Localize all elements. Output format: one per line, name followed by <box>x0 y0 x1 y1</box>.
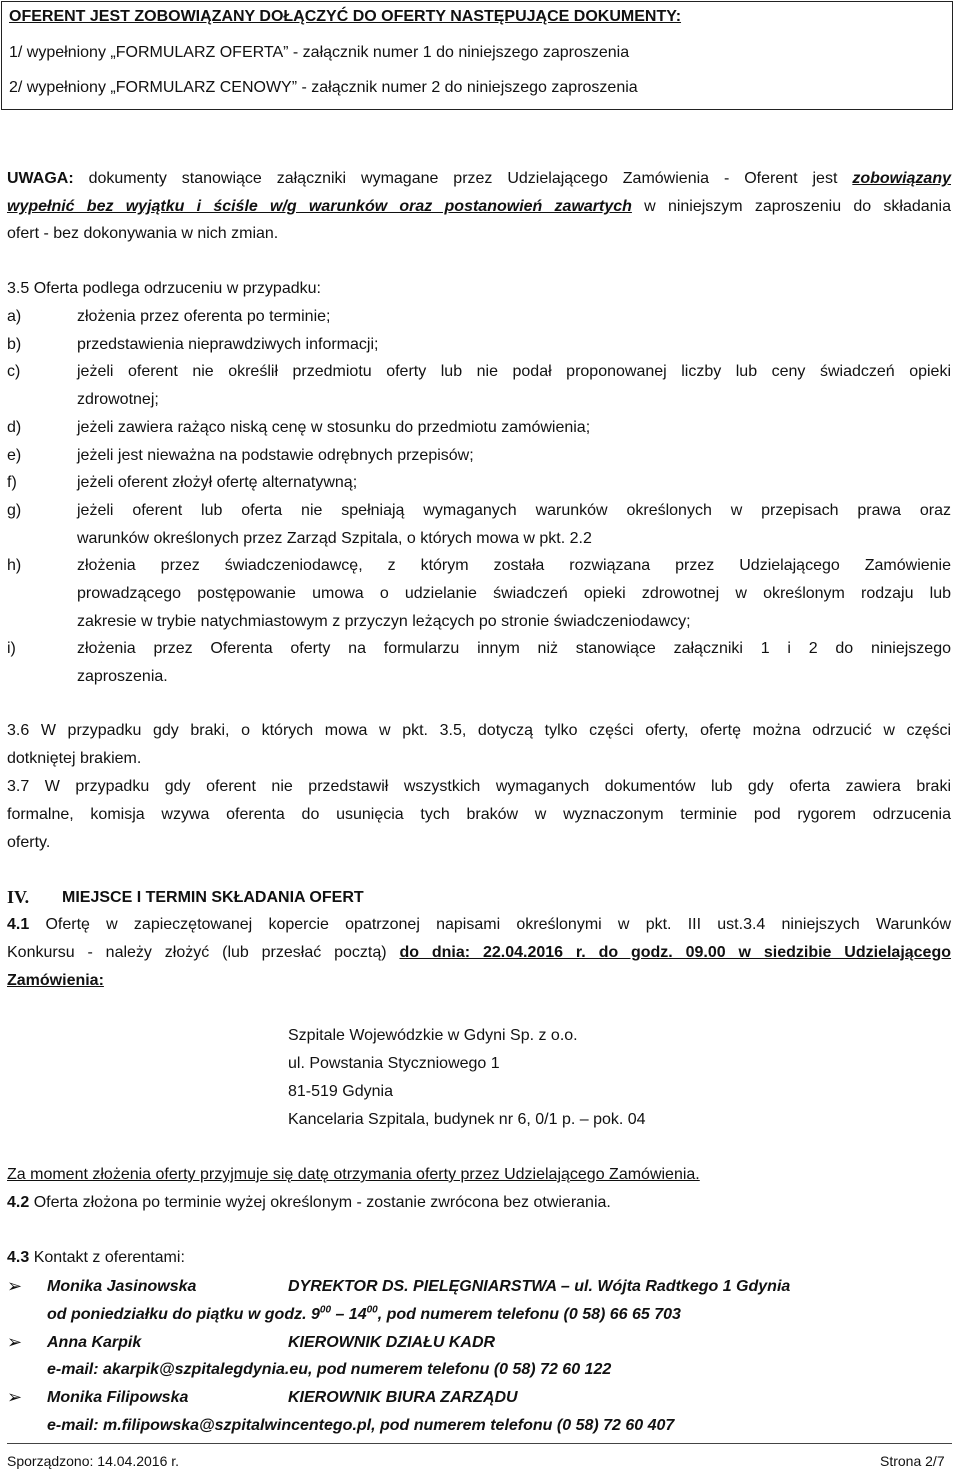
section-4-roman: IV. <box>7 887 30 907</box>
list-letter: e) <box>7 446 22 464</box>
box-item-1: 1/ wypełniony „FORMULARZ OFERTA” - załącznik numer 1 do niniejszego zaproszenia <box>9 44 630 61</box>
section-4-3-num: 4.3 <box>7 1249 30 1266</box>
section-3-7-line-3: oferty. <box>7 834 51 851</box>
contact-hours <box>47 1306 681 1324</box>
list-letter: g) <box>7 501 22 519</box>
box-title: OFERENT JEST ZOBOWIĄZANY DOŁĄCZYĆ DO OFERTY NASTĘPUJĄCE DOKUMENTY: <box>9 8 682 25</box>
section-3-5-heading: 3.5 Oferta podlega odrzuceniu w przypadku: <box>7 280 321 297</box>
section-4-1-line-3: Zamówienia: <box>7 972 104 989</box>
footer-prepared-date: Sporządzono: 14.04.2016 r. <box>7 1453 180 1469</box>
list-letter: h) <box>7 557 22 575</box>
section-3-7-line-1: 3.7 W przypadku gdy oferent nie przedstawił wszystkich wymaganych dokumentów lub gdy oferta zawiera braki <box>7 778 951 795</box>
list-item-text: zakresie w trybie natychmiastowym z przyczyn leżących po stronie świadczeniodawcy; <box>77 612 691 630</box>
list-item-text: przedstawienia nieprawdziwych informacji; <box>77 335 379 353</box>
list-item-text: prowadzącego postępowanie umowa o udzielanie świadczeń opieki zdrowotnej w określonym rodzaju lub <box>77 585 951 602</box>
address-line-4: Kancelaria Szpitala, budynek nr 6, 0/1 p. – pok. 04 <box>288 1111 646 1128</box>
list-letter: a) <box>7 308 22 325</box>
address-line-3: 81-519 Gdynia <box>288 1083 393 1100</box>
list-item-text: złożenia przez Oferenta oferty na formularzu innym niż stanowiące załączniki 1 i 2 do niniejszego <box>77 640 951 658</box>
uwaga-line-3: ofert - bez dokonywania w nich zmian. <box>7 225 279 242</box>
list-letter: f) <box>7 474 17 492</box>
footer-divider <box>7 1443 952 1444</box>
list-item-text: jeżeli oferent lub oferta nie spełniają wymaganych warunków określonych w przepisach prawa oraz <box>77 501 951 519</box>
uwaga-text-2: w niniejszym zaproszeniu do składania <box>631 198 952 215</box>
bullet-arrow-icon: ➢ <box>7 1332 23 1352</box>
section-4-1-text-2: Konkursu - należy złożyć (lub przesłać pocztą) <box>7 944 400 961</box>
contact-role: KIEROWNIK BIURA ZARZĄDU <box>288 1389 518 1406</box>
section-3-7-line-2: formalne, komisja wzywa oferenta do usunięcia tych braków w wyznaczonym terminie pod rygorem odrzucenia <box>7 806 951 823</box>
list-letter: b) <box>7 335 22 353</box>
hours-sup-1: 00 <box>319 1304 332 1316</box>
hours-text-1: od poniedziałku do piątku w godz. 9 <box>47 1306 320 1323</box>
list-letter: c) <box>7 363 21 381</box>
contact-name: Monika Jasinowska <box>47 1278 197 1295</box>
section-4-1-text-1: Ofertę w zapieczętowanej kopercie opatrzonej napisami określonymi w pkt. III ust.3.4 niniejszych Warunków <box>29 916 951 933</box>
section-4-3-text: Kontakt z oferentami: <box>29 1249 185 1266</box>
section-3-6-line-2: dotkniętej brakiem. <box>7 750 142 767</box>
hours-sup-2: 00 <box>366 1304 378 1316</box>
list-letter: i) <box>7 640 16 658</box>
address-line-1: Szpitale Wojewódzkie w Gdyni Sp. z o.o. <box>288 1027 578 1044</box>
list-item-text: złożenia przez oferenta po terminie; <box>77 308 331 325</box>
list-item-text: zdrowotnej; <box>77 391 159 409</box>
hours-text-2: – 14 <box>331 1306 367 1323</box>
submission-moment-note: Za moment złożenia oferty przyjmuje się datę otrzymania oferty przez Udzielającego Zamówienia. <box>7 1166 700 1183</box>
section-4-3 <box>7 1249 185 1267</box>
list-item-text: warunków określonych przez Zarząd Szpitala, o których mowa w pkt. 2.2 <box>77 529 592 547</box>
uwaga-bold-2: wypełnić bez wyjątku i ściśle w/g warunków oraz postanowień zawartych <box>7 198 632 215</box>
address-line-2: ul. Powstania Styczniowego 1 <box>288 1055 500 1072</box>
list-item-text: zaproszenia. <box>77 668 168 686</box>
bullet-arrow-icon: ➢ <box>7 1387 23 1407</box>
section-4-1-line-2 <box>7 944 951 962</box>
section-4-1-deadline: do dnia: 22.04.2016 r. do godz. 09.00 w siedzibie Udzielającego <box>399 944 952 961</box>
section-4-1-line-1 <box>7 916 951 934</box>
list-item-text: jeżeli zawiera rażąco niską cenę w stosunku do przedmiotu zamówienia; <box>77 418 591 436</box>
list-item-text: jeżeli oferent nie określił przedmiotu oferty lub nie podał proponowanej liczby lub ceny świadczeń opieki <box>77 363 951 381</box>
uwaga-line-1 <box>7 170 951 188</box>
contact-role: DYREKTOR DS. PIELĘGNIARSTWA – ul. Wójta Radtkego 1 Gdynia <box>288 1278 791 1295</box>
section-3-6-line-1: 3.6 W przypadku gdy braki, o których mowa w pkt. 3.5, dotyczą tylko części oferty, ofertę można odrzucić w części <box>7 722 951 739</box>
section-4-2-text: Oferta złożona po terminie wyżej określonym - zostanie zwrócona bez otwierania. <box>29 1194 611 1211</box>
contact-email-line: e-mail: akarpik@szpitalegdynia.eu, pod numerem telefonu (0 58) 72 60 122 <box>47 1361 612 1378</box>
uwaga-text-1: dokumenty stanowiące załączniki wymagane przez Udzielającego Zamówienia - Oferent jest <box>73 170 853 187</box>
list-letter: d) <box>7 418 22 436</box>
uwaga-line-2 <box>7 198 951 216</box>
uwaga-label: UWAGA: <box>7 170 74 187</box>
list-item-text: złożenia przez świadczeniodawcę, z którym została rozwiązana przez Udzielającego Zamówienie <box>77 557 951 575</box>
contact-email-line: e-mail: m.filipowska@szpitalwincentego.pl, pod numerem telefonu (0 58) 72 60 407 <box>47 1417 675 1434</box>
section-4-1-num: 4.1 <box>7 916 30 933</box>
required-documents-box <box>1 1 953 110</box>
list-item-text: jeżeli oferent złożył ofertę alternatywną; <box>77 474 358 492</box>
section-4-title: MIEJSCE I TERMIN SKŁADANIA OFERT <box>62 889 364 906</box>
contact-role: KIEROWNIK DZIAŁU KADR <box>288 1334 496 1351</box>
bullet-arrow-icon: ➢ <box>7 1276 23 1296</box>
footer-page-number: Strona 2/7 <box>880 1453 945 1469</box>
list-item-text: jeżeli jest nieważna na podstawie odrębnych przepisów; <box>77 446 474 464</box>
contact-name: Monika Filipowska <box>47 1389 189 1406</box>
section-4-2-num: 4.2 <box>7 1194 30 1211</box>
section-4-2 <box>7 1194 611 1212</box>
contact-name: Anna Karpik <box>47 1334 142 1351</box>
hours-text-3: , pod numerem telefonu (0 58) 66 65 703 <box>377 1306 681 1323</box>
box-item-2: 2/ wypełniony „FORMULARZ CENOWY” - załącznik numer 2 do niniejszego zaproszenia <box>9 79 638 96</box>
uwaga-bold-1: zobowiązany <box>852 170 951 187</box>
